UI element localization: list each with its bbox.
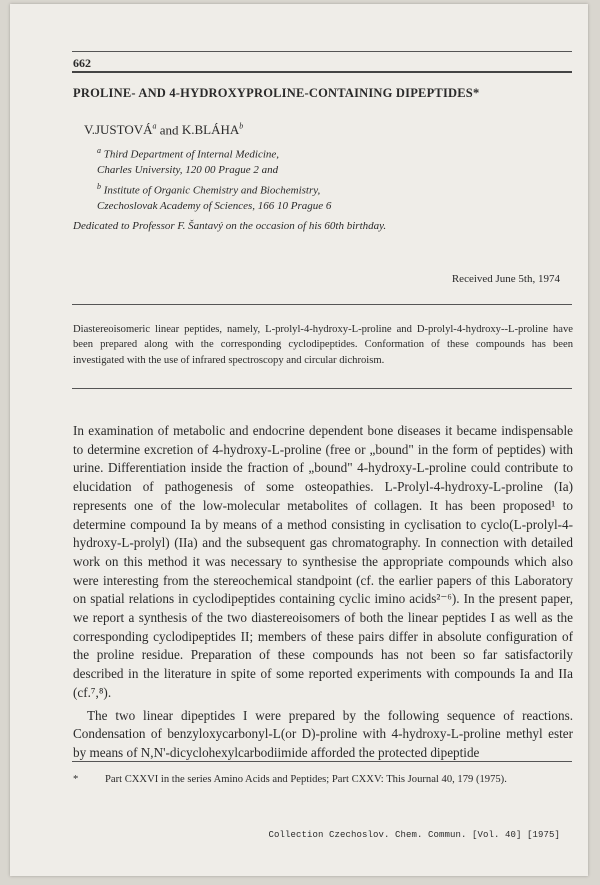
footnote <box>73 772 573 787</box>
paragraph-1: In examination of metabolic and endocrine dependent bone diseases it became indispensable to determine excretion of 4-hydroxy-L-proline (free or „bound" in the form of peptides) with urine. Differentiation inside the fraction of „bound" 4-hydroxy-L-proline could contribute to elucidation of pathogenesis of some osteopathies. L-Prolyl-4-hydroxy-L-proline (Ia) represents one of the low-molecular metabolites of collagen. It has been proposed¹ to determine compound Ia by means of a method consisting in cyclisation to cyclo(L-prolyl-4-hydroxy-L-prolyl) (IIa) and the subsequent gas chromatography. In connection with detailed work on this method it was necessary to synthesise the appropriate compounds which also were interesting from the stereochemical standpoint (cf. the earlier papers of this Laboratory on spatial relations in cyclodipeptides containing cyclic imino acids²⁻⁶). In the present paper, we report a synthesis of the two diastereoisomers of both the linear peptides I as well as the corresponding cyclodipeptides II; members of these pairs differ in absolute configuration of the proline residue. Preparation of these compounds has not been so far satisfactorily described in the literature in spite of some reported experiments with compounds Ia and IIa (cf.⁷,⁸). <box>73 423 573 700</box>
journal-page <box>10 4 588 876</box>
author-2: K.BLÁHA$^b$ <box>181 122 244 138</box>
abstract-top-rule <box>72 304 572 305</box>
author-1: V.JUSTOVÁ$^a$ <box>84 122 157 138</box>
affiliation-a-line-2: Charles University, 120 00 Prague 2 and <box>97 164 279 177</box>
top-rule <box>72 51 572 52</box>
running-footer: Collection Czechoslov. Chem. Commun. [Vol. 40] [1975] <box>268 830 560 840</box>
affiliation-a-line-1: $^a$ Third Department of Internal Medicine, <box>97 146 280 161</box>
dedication: Dedicated to Professor F. Šantavý on the occasion of his 60th birthday. <box>73 220 387 232</box>
footnote-text: Part CXXVI in the series Amino Acids and Peptides; Part CXXV: This Journal 40, 179 (1975). <box>105 774 507 785</box>
article-title <box>73 86 479 101</box>
paragraph-2: The two linear dipeptides I were prepared by the following sequence of reactions. Condensation of benzyloxycarbonyl-L(or D)-proline with 4-hydroxy-L-proline methyl ester by means of N,N'-dicyclohexylcarbodiimide afforded the protected dipeptide <box>73 707 573 760</box>
footnote-mark: * <box>73 774 79 785</box>
article-body <box>73 422 573 763</box>
article-title-text: PROLINE- AND 4-HYDROXYPROLINE-CONTAINING DIPEPTIDES <box>73 86 473 100</box>
abstract-bottom-rule <box>72 388 572 389</box>
title-footnote-mark: * <box>472 86 480 100</box>
affiliations <box>97 143 331 214</box>
received-date: Received June 5th, 1974 <box>451 273 560 285</box>
footnote-rule <box>72 761 572 762</box>
affiliation-b-line-1: $^b$ Institute of Organic Chemistry and Biochemistry, <box>97 181 321 197</box>
author-line <box>84 122 243 138</box>
page-number: 662 <box>73 56 91 70</box>
affiliation-b-line-2: Czechoslovak Academy of Sciences, 166 10 Prague 6 <box>97 199 332 212</box>
abstract: Diastereoisomeric linear peptides, namely, L-prolyl-4-hydroxy-L-proline and D-prolyl-4-hydroxy--L-proline have been prepared along with the corresponding cyclodipeptides. Conformation of these compounds has been investigated with the use of infrared spectroscopy and circular dichroism. <box>73 324 573 366</box>
header-rule <box>72 71 572 73</box>
author-conjunction: and <box>156 122 182 138</box>
